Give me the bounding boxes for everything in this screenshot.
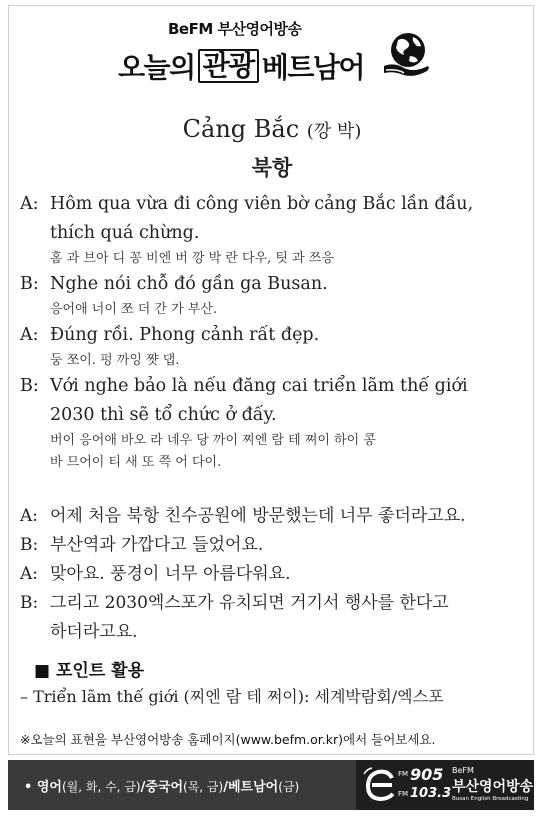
pronunciation-line: 바 므어이 티 새 또 쯕 어 다이. xyxy=(50,455,222,470)
dialogue-line xyxy=(20,560,530,589)
fm-label: FM xyxy=(398,770,409,778)
dialogue-korean xyxy=(20,502,530,647)
dialogue-text: 그리고 2030엑스포가 유치되면 거기서 행사를 한다고 xyxy=(50,593,449,613)
language-schedule xyxy=(8,776,356,795)
dialogue-text: Đúng rồi. Phong cảnh rất đẹp. xyxy=(50,325,320,345)
fm-label: FM xyxy=(398,790,409,798)
lang-english: 영어 xyxy=(36,779,62,795)
frequency-a: 905 xyxy=(410,765,444,784)
brand-name: 부산영어방송 xyxy=(452,779,534,795)
bullet: • xyxy=(24,779,37,795)
dialogue-vietnamese xyxy=(20,190,530,474)
lang-english-days: (월, 화, 수, 금) xyxy=(61,779,141,794)
footer-bar xyxy=(8,760,534,810)
speaker-label: A: xyxy=(20,325,39,345)
dialogue-text: Hôm qua vừa đi công viên bờ cảng Bắc lần đầu, xyxy=(50,194,474,214)
program-title xyxy=(118,46,364,86)
brand-small-name: BeFM xyxy=(452,766,474,775)
program-title-post: 베트남어 xyxy=(261,51,364,84)
speaker-label: A: xyxy=(20,564,39,584)
speaker-label: A: xyxy=(20,194,39,214)
dialogue-line xyxy=(20,321,530,350)
dialogue-line xyxy=(20,531,530,560)
pronunciation-line: 응어애 너이 쪼 더 간 가 부산. xyxy=(50,302,218,317)
befm-e-logo-icon xyxy=(362,766,402,804)
dialogue-text: 하더라고요. xyxy=(50,622,138,642)
dialogue-line xyxy=(20,372,530,401)
dialogue-line xyxy=(20,270,530,299)
point-expression: – Triển lãm thế giới (찌엔 람 테 쩌이): 세계박람회/엑스포 xyxy=(20,687,444,706)
dialogue-text: Nghe nói chỗ đó gần ga Busan. xyxy=(50,274,328,294)
title-vietnamese xyxy=(0,115,544,143)
dialogue-text: 어제 처음 북항 친수공원에 방문했는데 너무 좋더라고요. xyxy=(50,506,466,526)
dialogue-line xyxy=(20,502,530,531)
speaker-label: B: xyxy=(20,376,39,396)
dialogue-text: 부산역과 가깝다고 들었어요. xyxy=(50,535,264,555)
title-korean: 북항 xyxy=(251,156,293,180)
dialogue-line xyxy=(20,190,530,219)
dialogue-line xyxy=(20,589,530,618)
speaker-label: B: xyxy=(20,593,39,613)
dialogue-line xyxy=(20,401,530,430)
pronunciation-line: 홈 과 브아 디 꽁 비엔 버 깡 박 란 다우, 팃 과 쯔응 xyxy=(50,251,334,266)
title-pronunciation: (깡 박) xyxy=(306,121,362,142)
pronunciation-line: 둥 쪼이. 펑 까잉 쨧 댑. xyxy=(50,353,180,368)
dialogue-text: 2030 thì sẽ tổ chức ở đấy. xyxy=(50,405,277,425)
program-title-pre: 오늘의 xyxy=(118,51,195,84)
point-heading: ■ 포인트 활용 xyxy=(34,661,145,681)
title-vietnamese-text: Cảng Bắc xyxy=(182,115,300,143)
globe-hand-icon xyxy=(380,26,436,82)
dialogue-line xyxy=(20,219,530,248)
speaker-label: A: xyxy=(20,506,39,526)
dialogue-text: thích quá chừng. xyxy=(50,223,200,243)
dialogue-line xyxy=(20,618,530,647)
lang-vietnamese-days: (금) xyxy=(278,779,300,794)
speaker-label: B: xyxy=(20,535,39,555)
station-name: BeFM 부산영어방송 xyxy=(168,20,302,38)
speaker-label: B: xyxy=(20,274,39,294)
dialogue-text: 맞아요. 풍경이 너무 아름다워요. xyxy=(50,564,291,584)
program-logo xyxy=(0,0,544,100)
lang-vietnamese: /베트남어 xyxy=(223,779,279,795)
lang-chinese-days: (목, 금) xyxy=(183,779,224,794)
brand-tagline: Busan English Broadcasting xyxy=(452,796,529,802)
website-note: ※오늘의 표현을 부산영어방송 홈페이지(www.befm.or.kr)에서 들어보세요. xyxy=(20,732,436,747)
pronunciation-line: 버이 응어애 바오 라 네우 당 까이 찌엔 람 테 쪄이 하이 콩 xyxy=(50,433,376,448)
program-title-boxed: 관광 xyxy=(198,49,259,83)
station-brand xyxy=(356,760,534,810)
lang-chinese: /중국어 xyxy=(140,779,184,795)
dialogue-text: Với nghe bảo là nếu đăng cai triển lãm thế giới xyxy=(50,376,468,396)
frequency-b: 103.3 xyxy=(410,786,452,801)
